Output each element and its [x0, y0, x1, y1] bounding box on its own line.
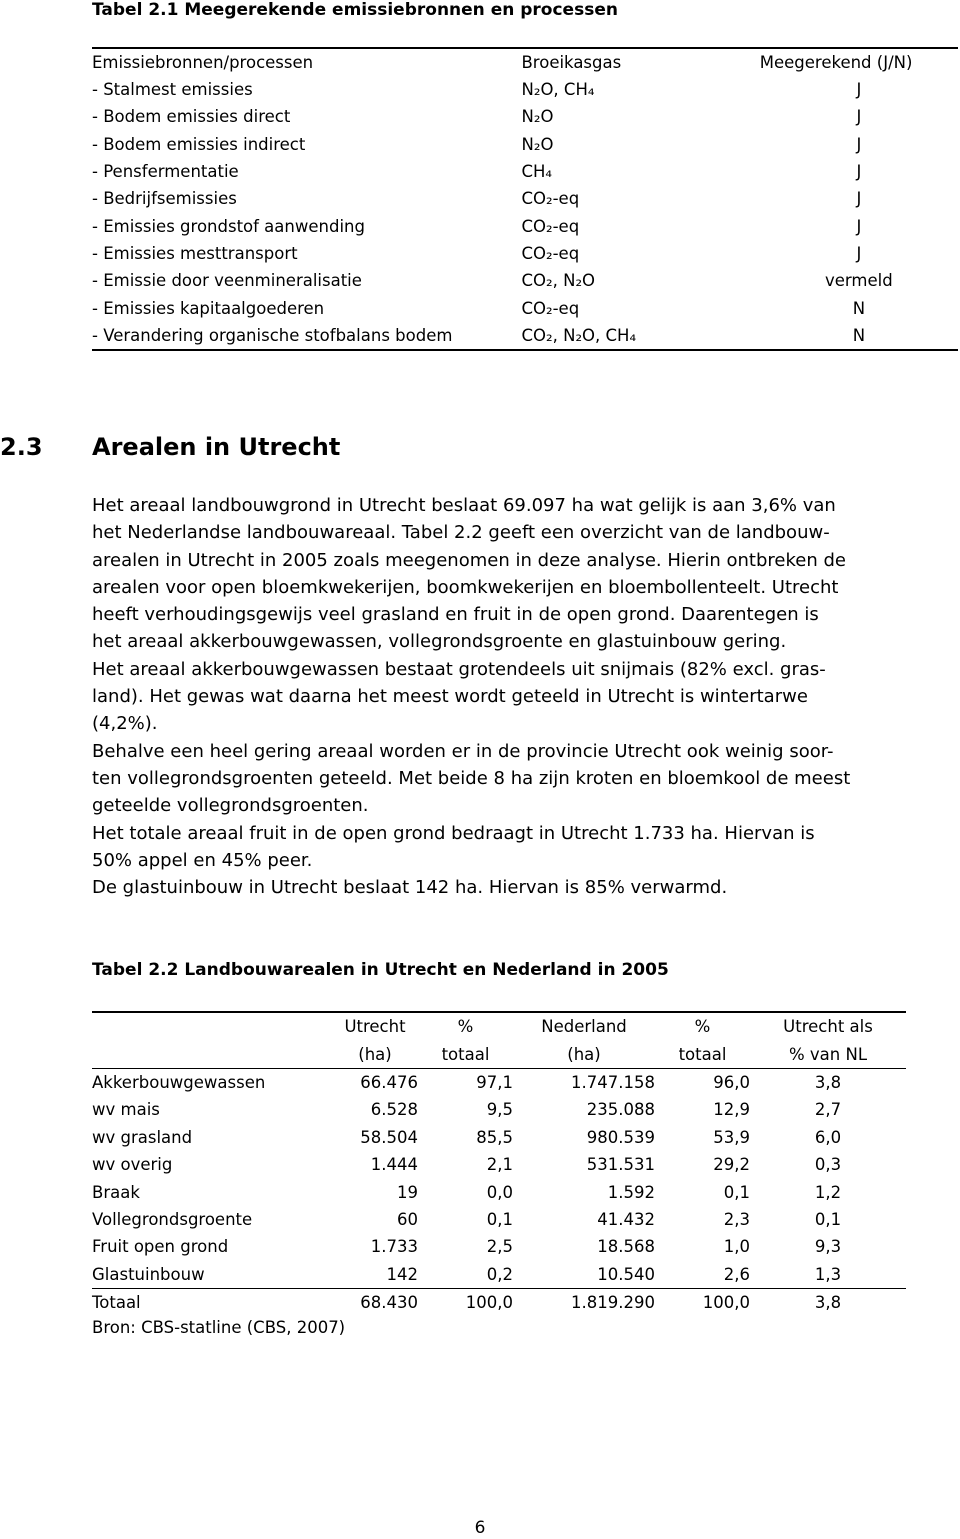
- value-cell: 531.531: [586, 1155, 655, 1175]
- source-cell: - Emissies mesttransport: [92, 243, 298, 263]
- value-cell: 2,5: [486, 1237, 513, 1257]
- source-cell: - Bodem emissies direct: [92, 107, 291, 127]
- value-cell: 9,3: [814, 1237, 842, 1257]
- source-cell: - Verandering organische stofbalans bodem: [92, 322, 521, 350]
- value-cell: 0,2: [418, 1261, 513, 1289]
- text-line: arealen in Utrecht in 2005 zoals meegenomen in deze analyse. Hierin ontbreken de: [92, 549, 846, 571]
- source-cell: - Stalmest emissies: [92, 80, 253, 100]
- row-label: Vollegrondsgroente: [92, 1209, 253, 1229]
- table-row: [92, 1233, 906, 1260]
- text-line: Het totale areaal fruit in de open grond bedraagt in Utrecht 1.733 ha. Hiervan is: [92, 822, 815, 844]
- total-cell: 100,0: [702, 1293, 750, 1313]
- header-cell: %: [655, 1012, 750, 1040]
- gas-cell: CO₂, N₂O: [521, 271, 596, 291]
- value-cell: 2,1: [486, 1155, 513, 1175]
- included-cell: N: [760, 322, 958, 350]
- text-line: 50% appel en 45% peer.: [92, 849, 313, 871]
- section-heading: [0, 433, 341, 461]
- table1-caption: Tabel 2.1 Meegerekende emissiebronnen en processen: [92, 0, 618, 20]
- row-label: wv grasland: [92, 1127, 193, 1147]
- value-cell: 9,5: [486, 1100, 513, 1120]
- value-cell: 3,8: [814, 1072, 842, 1092]
- included-cell: J: [856, 80, 862, 100]
- table-row: [92, 240, 958, 267]
- row-label: wv mais: [92, 1100, 160, 1120]
- header-cell: % van NL: [750, 1040, 906, 1068]
- header-cell: (ha): [332, 1040, 418, 1068]
- table-row: [92, 267, 958, 294]
- table-header-row: [92, 48, 958, 76]
- value-cell: 1.592: [607, 1182, 655, 1202]
- table-header-row: [92, 1012, 906, 1040]
- value-cell: 1,3: [750, 1261, 906, 1289]
- text-line: heeft verhoudingsgewijs veel grasland en fruit in de open grond. Daarentegen is: [92, 604, 819, 626]
- included-cell: N: [852, 298, 866, 318]
- page-number: 6: [474, 1518, 486, 1538]
- value-cell: 235.088: [586, 1100, 655, 1120]
- gas-cell: N₂O, CH₄: [521, 80, 595, 100]
- value-cell: 60: [397, 1209, 418, 1229]
- table-row: [92, 1261, 906, 1289]
- table-row: [92, 103, 958, 130]
- header-cell: Utrecht als: [750, 1012, 906, 1040]
- row-label: Fruit open grond: [92, 1237, 229, 1257]
- gas-cell: CO₂-eq: [521, 189, 580, 209]
- source-cell: - Bodem emissies indirect: [92, 134, 306, 154]
- total-cell: 68.430: [360, 1293, 418, 1313]
- table-total-row: [92, 1288, 906, 1316]
- emission-sources-table: [92, 47, 958, 351]
- included-cell: J: [856, 189, 862, 209]
- table-row: [92, 1206, 906, 1233]
- row-label: Glastuinbouw: [92, 1261, 332, 1289]
- value-cell: 96,0: [713, 1072, 750, 1092]
- value-cell: 18.568: [597, 1237, 655, 1257]
- gas-cell: N₂O: [521, 107, 554, 127]
- value-cell: 10.540: [513, 1261, 655, 1289]
- section-number: 2.3: [0, 433, 43, 461]
- text-line: Het areaal landbouwgrond in Utrecht beslaat 69.097 ha wat gelijk is aan 3,6% van: [92, 495, 836, 516]
- included-cell: J: [856, 216, 862, 236]
- text-line: land). Het gewas wat daarna het meest wordt geteeld in Utrecht is wintertarwe: [92, 686, 808, 708]
- text-line: (4,2%).: [92, 713, 158, 735]
- header-cell: Nederland: [513, 1012, 655, 1040]
- included-cell: J: [856, 243, 862, 263]
- land-use-table: [92, 1011, 906, 1316]
- value-cell: 97,1: [476, 1072, 513, 1092]
- value-cell: 0,1: [814, 1209, 842, 1229]
- source-cell: - Emissies grondstof aanwending: [92, 216, 365, 236]
- row-label: Akkerbouwgewassen: [92, 1072, 266, 1092]
- header-cell: %: [418, 1012, 513, 1040]
- gas-cell: CO₂, N₂O, CH₄: [521, 322, 759, 350]
- header-cell: (ha): [513, 1040, 655, 1068]
- value-cell: 0,1: [723, 1182, 750, 1202]
- header-gas: Broeikasgas: [521, 48, 759, 76]
- section-title: Arealen in Utrecht: [92, 433, 341, 461]
- table2-caption: Tabel 2.2 Landbouwarealen in Utrecht en Nederland in 2005: [92, 960, 669, 980]
- included-cell: J: [856, 134, 862, 154]
- value-cell: 0,0: [486, 1182, 513, 1202]
- value-cell: 2,7: [814, 1100, 842, 1120]
- value-cell: 6,0: [814, 1127, 842, 1147]
- table-header-row: [92, 1040, 906, 1068]
- value-cell: 0,3: [814, 1155, 842, 1175]
- gas-cell: N₂O: [521, 134, 554, 154]
- value-cell: 1,0: [723, 1237, 750, 1257]
- value-cell: 1.733: [370, 1237, 418, 1257]
- header-cell: totaal: [418, 1040, 513, 1068]
- gas-cell: CO₂-eq: [521, 243, 580, 263]
- text-line: arealen voor open bloemkwekerijen, boomkwekerijen en bloembollenteelt. Utrecht: [92, 576, 839, 598]
- total-cell: 3,8: [814, 1293, 842, 1313]
- header-sources: Emissiebronnen/processen: [92, 48, 521, 76]
- included-cell: J: [856, 162, 862, 182]
- table-row: [92, 185, 958, 212]
- table-row: [92, 1124, 906, 1151]
- gas-cell: CO₂-eq: [521, 298, 580, 318]
- table-row: [92, 1151, 906, 1178]
- value-cell: 980.539: [586, 1127, 655, 1147]
- header-cell: [92, 1040, 332, 1068]
- value-cell: 19: [397, 1182, 418, 1202]
- text-line: Behalve een heel gering areaal worden er in de provincie Utrecht ook weinig soor-: [92, 740, 834, 762]
- table-row: [92, 1178, 906, 1205]
- total-cell: 1.819.290: [571, 1293, 655, 1313]
- value-cell: 12,9: [713, 1100, 750, 1120]
- value-cell: 58.504: [360, 1127, 418, 1147]
- value-cell: 2,3: [723, 1209, 750, 1229]
- table-row: [92, 131, 958, 158]
- table-row: [92, 158, 958, 185]
- text-line: het Nederlandse landbouwareaal. Tabel 2.2 geeft een overzicht van de landbouw-: [92, 522, 830, 544]
- text-line: De glastuinbouw in Utrecht beslaat 142 ha. Hiervan is 85% verwarmd.: [92, 877, 728, 899]
- table2-source: Bron: CBS-statline (CBS, 2007): [92, 1318, 346, 1337]
- value-cell: 85,5: [476, 1127, 513, 1147]
- table-row: [92, 1096, 906, 1123]
- table-row: [92, 1068, 906, 1096]
- text-line: Het areaal akkerbouwgewassen bestaat grotendeels uit snijmais (82% excl. gras-: [92, 658, 826, 680]
- value-cell: 1.747.158: [571, 1072, 655, 1092]
- value-cell: 29,2: [713, 1155, 750, 1175]
- gas-cell: CO₂-eq: [521, 216, 580, 236]
- row-label: Braak: [92, 1182, 140, 1202]
- header-cell: Utrecht: [332, 1012, 418, 1040]
- row-label: wv overig: [92, 1155, 173, 1175]
- table-row: [92, 212, 958, 239]
- source-cell: - Emissie door veenmineralisatie: [92, 271, 362, 291]
- value-cell: 1,2: [814, 1182, 842, 1202]
- gas-cell: CH₄: [521, 162, 553, 182]
- source-cell: - Bedrijfsemissies: [92, 189, 237, 209]
- total-cell: 100,0: [465, 1293, 513, 1313]
- total-cell: Totaal: [92, 1293, 141, 1313]
- body-text: [92, 492, 917, 901]
- source-cell: - Pensfermentatie: [92, 162, 239, 182]
- text-line: ten vollegrondsgroenten geteeld. Met beide 8 ha zijn kroten en bloemkool de meest: [92, 767, 851, 789]
- text-line: het areaal akkerbouwgewassen, vollegrondsgroente en glastuinbouw gering.: [92, 631, 787, 653]
- text-line: geteelde vollegrondsgroenten.: [92, 795, 369, 817]
- header-included: Meegerekend (J/N): [760, 48, 958, 76]
- value-cell: 66.476: [360, 1072, 418, 1092]
- value-cell: 1.444: [370, 1155, 418, 1175]
- value-cell: 41.432: [597, 1209, 655, 1229]
- table-row: [92, 76, 958, 103]
- value-cell: 142: [332, 1261, 418, 1289]
- included-cell: J: [856, 107, 862, 127]
- header-cell: totaal: [655, 1040, 750, 1068]
- included-cell: vermeld: [825, 271, 893, 291]
- header-cell: [92, 1012, 332, 1040]
- value-cell: 6.528: [370, 1100, 418, 1120]
- table-row: [92, 322, 958, 350]
- value-cell: 2,6: [655, 1261, 750, 1289]
- source-cell: - Emissies kapitaalgoederen: [92, 298, 325, 318]
- value-cell: 0,1: [486, 1209, 513, 1229]
- value-cell: 53,9: [713, 1127, 750, 1147]
- table-row: [92, 294, 958, 321]
